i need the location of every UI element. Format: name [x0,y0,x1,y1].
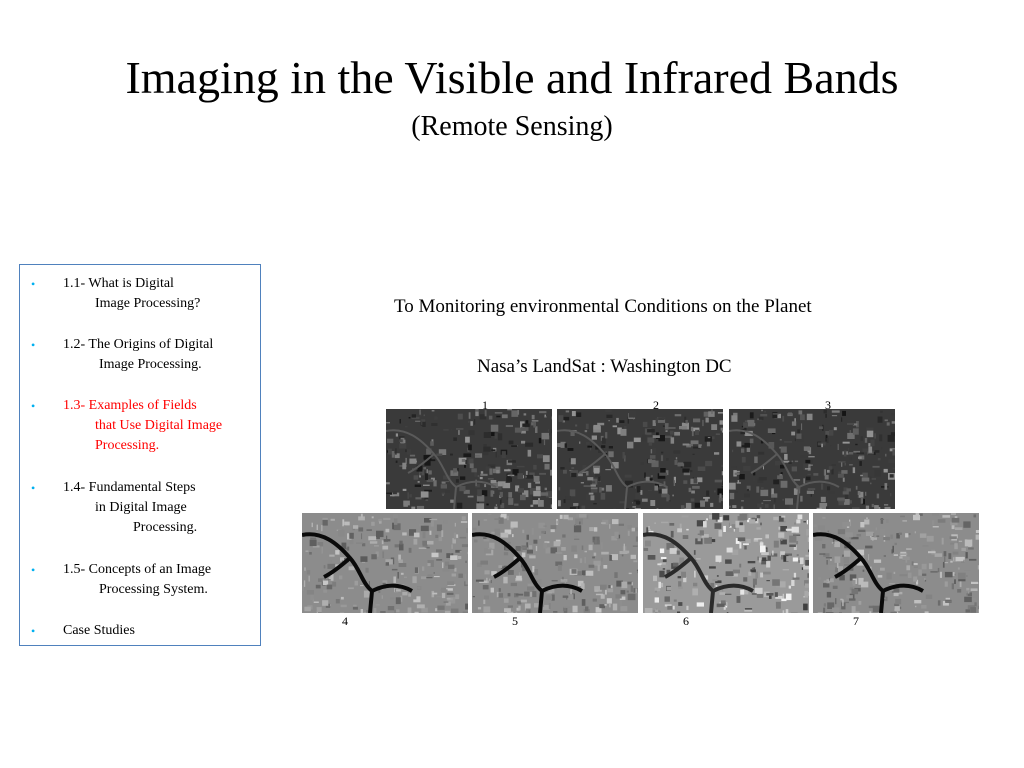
bullet-icon: • [31,563,36,577]
band-number-label: 1 [482,398,488,412]
landsat-band-2-image [557,409,723,509]
toc-item-label: in Digital Image [95,500,187,515]
caption-environment: To Monitoring environmental Conditions on the Planet [394,296,812,317]
toc-item-label: Case Studies [63,623,135,638]
bullet-icon: • [31,624,36,638]
band-number-label: 6 [683,614,689,628]
band-number-label: 5 [512,614,518,628]
bullet-icon: • [31,277,36,291]
table-of-contents-box [19,264,261,646]
toc-item-label: Image Processing? [95,296,201,311]
toc-item-label: that Use Digital Image [95,418,223,433]
landsat-band-3-image [729,409,895,509]
toc-item-label: 1.2- The Origins of Digital [63,337,214,352]
toc-item-label: 1.4- Fundamental Steps [63,480,196,495]
landsat-band-4-image [302,513,468,613]
bullet-icon: • [31,338,36,352]
band-number-label: 4 [342,614,348,628]
bullet-icon: • [31,399,36,413]
landsat-band-7-image [813,513,979,613]
slide-subtitle: (Remote Sensing) [411,111,613,142]
landsat-band-6-image [643,513,809,613]
caption-landsat: Nasa’s LandSat : Washington DC [477,356,732,377]
landsat-band-1-image [386,409,552,509]
band-number-label: 3 [825,398,831,412]
toc-item-label: Processing. [133,520,198,535]
toc-item-label: 1.3- Examples of Fields [63,398,197,413]
band-number-label: 7 [853,614,859,628]
toc-item-label: Processing. [95,438,160,453]
toc-item-label: Image Processing. [99,357,202,372]
band-number-label: 2 [653,398,659,412]
toc-item-label: Processing System. [99,582,208,597]
landsat-band-5-image [472,513,638,613]
slide-title: Imaging in the Visible and Infrared Bands [125,52,899,103]
toc-item-label: 1.1- What is Digital [63,276,174,291]
bullet-icon: • [31,481,36,495]
toc-item-label: 1.5- Concepts of an Image [63,562,212,577]
